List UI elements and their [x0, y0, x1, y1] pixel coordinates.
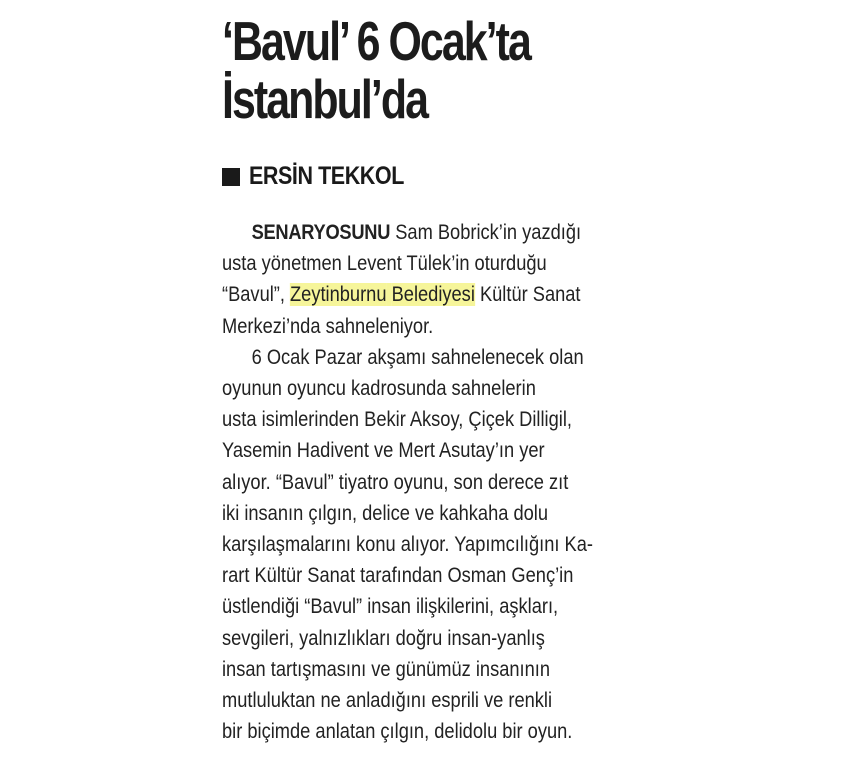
body-text-segment: “Bavul”, — [222, 283, 291, 307]
body-line — [222, 279, 640, 310]
headline — [222, 12, 659, 128]
lead-word: SENARYOSUNU — [251, 221, 391, 244]
body-line: üstlendiği “Bavul” insan ilişkilerini, aşkları, — [222, 595, 559, 619]
body-line: rart Kültür Sanat tarafından Osman Genç’in — [222, 564, 574, 588]
body-line: Merkezi’nda sahneleniyor. — [222, 314, 434, 338]
byline-square-icon — [222, 168, 240, 186]
body-line: bir biçimde anlatan çılgın, delidolu bir oyun. — [222, 720, 573, 744]
author-name: ERSİN TEKKOL — [249, 162, 404, 190]
headline-line: İstanbul’da — [222, 68, 427, 130]
body-line: oyunun oyuncu kadrosunda sahnelerin — [222, 377, 536, 401]
body-line: Yasemin Hadivent ve Mert Asutay’ın yer — [222, 439, 545, 463]
highlighted-text: Zeytinburnu — [290, 283, 387, 307]
body-line: sevgileri, yalnızlıkları doğru insan-yanlış — [222, 626, 545, 650]
body-line: insan tartışmasını ve günümüz insanının — [222, 657, 551, 681]
highlighted-text: Belediyesi — [391, 283, 475, 307]
byline — [222, 162, 429, 191]
body-line: usta isimlerinden Bekir Aksoy, Çiçek Dilligil, — [222, 408, 572, 432]
body-line: usta yönetmen Levent Tülek’in oturduğu — [222, 252, 547, 276]
body-line: alıyor. “Bavul” tiyatro oyunu, son derece zıt — [222, 470, 569, 494]
body-line: 6 Ocak Pazar akşamı sahnelenecek olan — [251, 345, 584, 369]
body-text-segment: Kültür Sanat — [474, 283, 581, 307]
headline-line: ‘Bavul’ 6 Ocak’ta — [222, 10, 530, 72]
body-line: iki insanın çılgın, delice ve kahkaha dolu — [222, 501, 549, 525]
body-text-segment: Sam Bobrick’in yazdığı — [390, 221, 582, 244]
body-line: karşılaşmalarını konu alıyor. Yapımcılığını Ka- — [222, 533, 593, 557]
article-body — [222, 217, 640, 747]
body-line: mutluluktan ne anladığını esprili ve renkli — [222, 689, 553, 713]
body-line — [222, 217, 640, 248]
news-article — [222, 10, 642, 744]
